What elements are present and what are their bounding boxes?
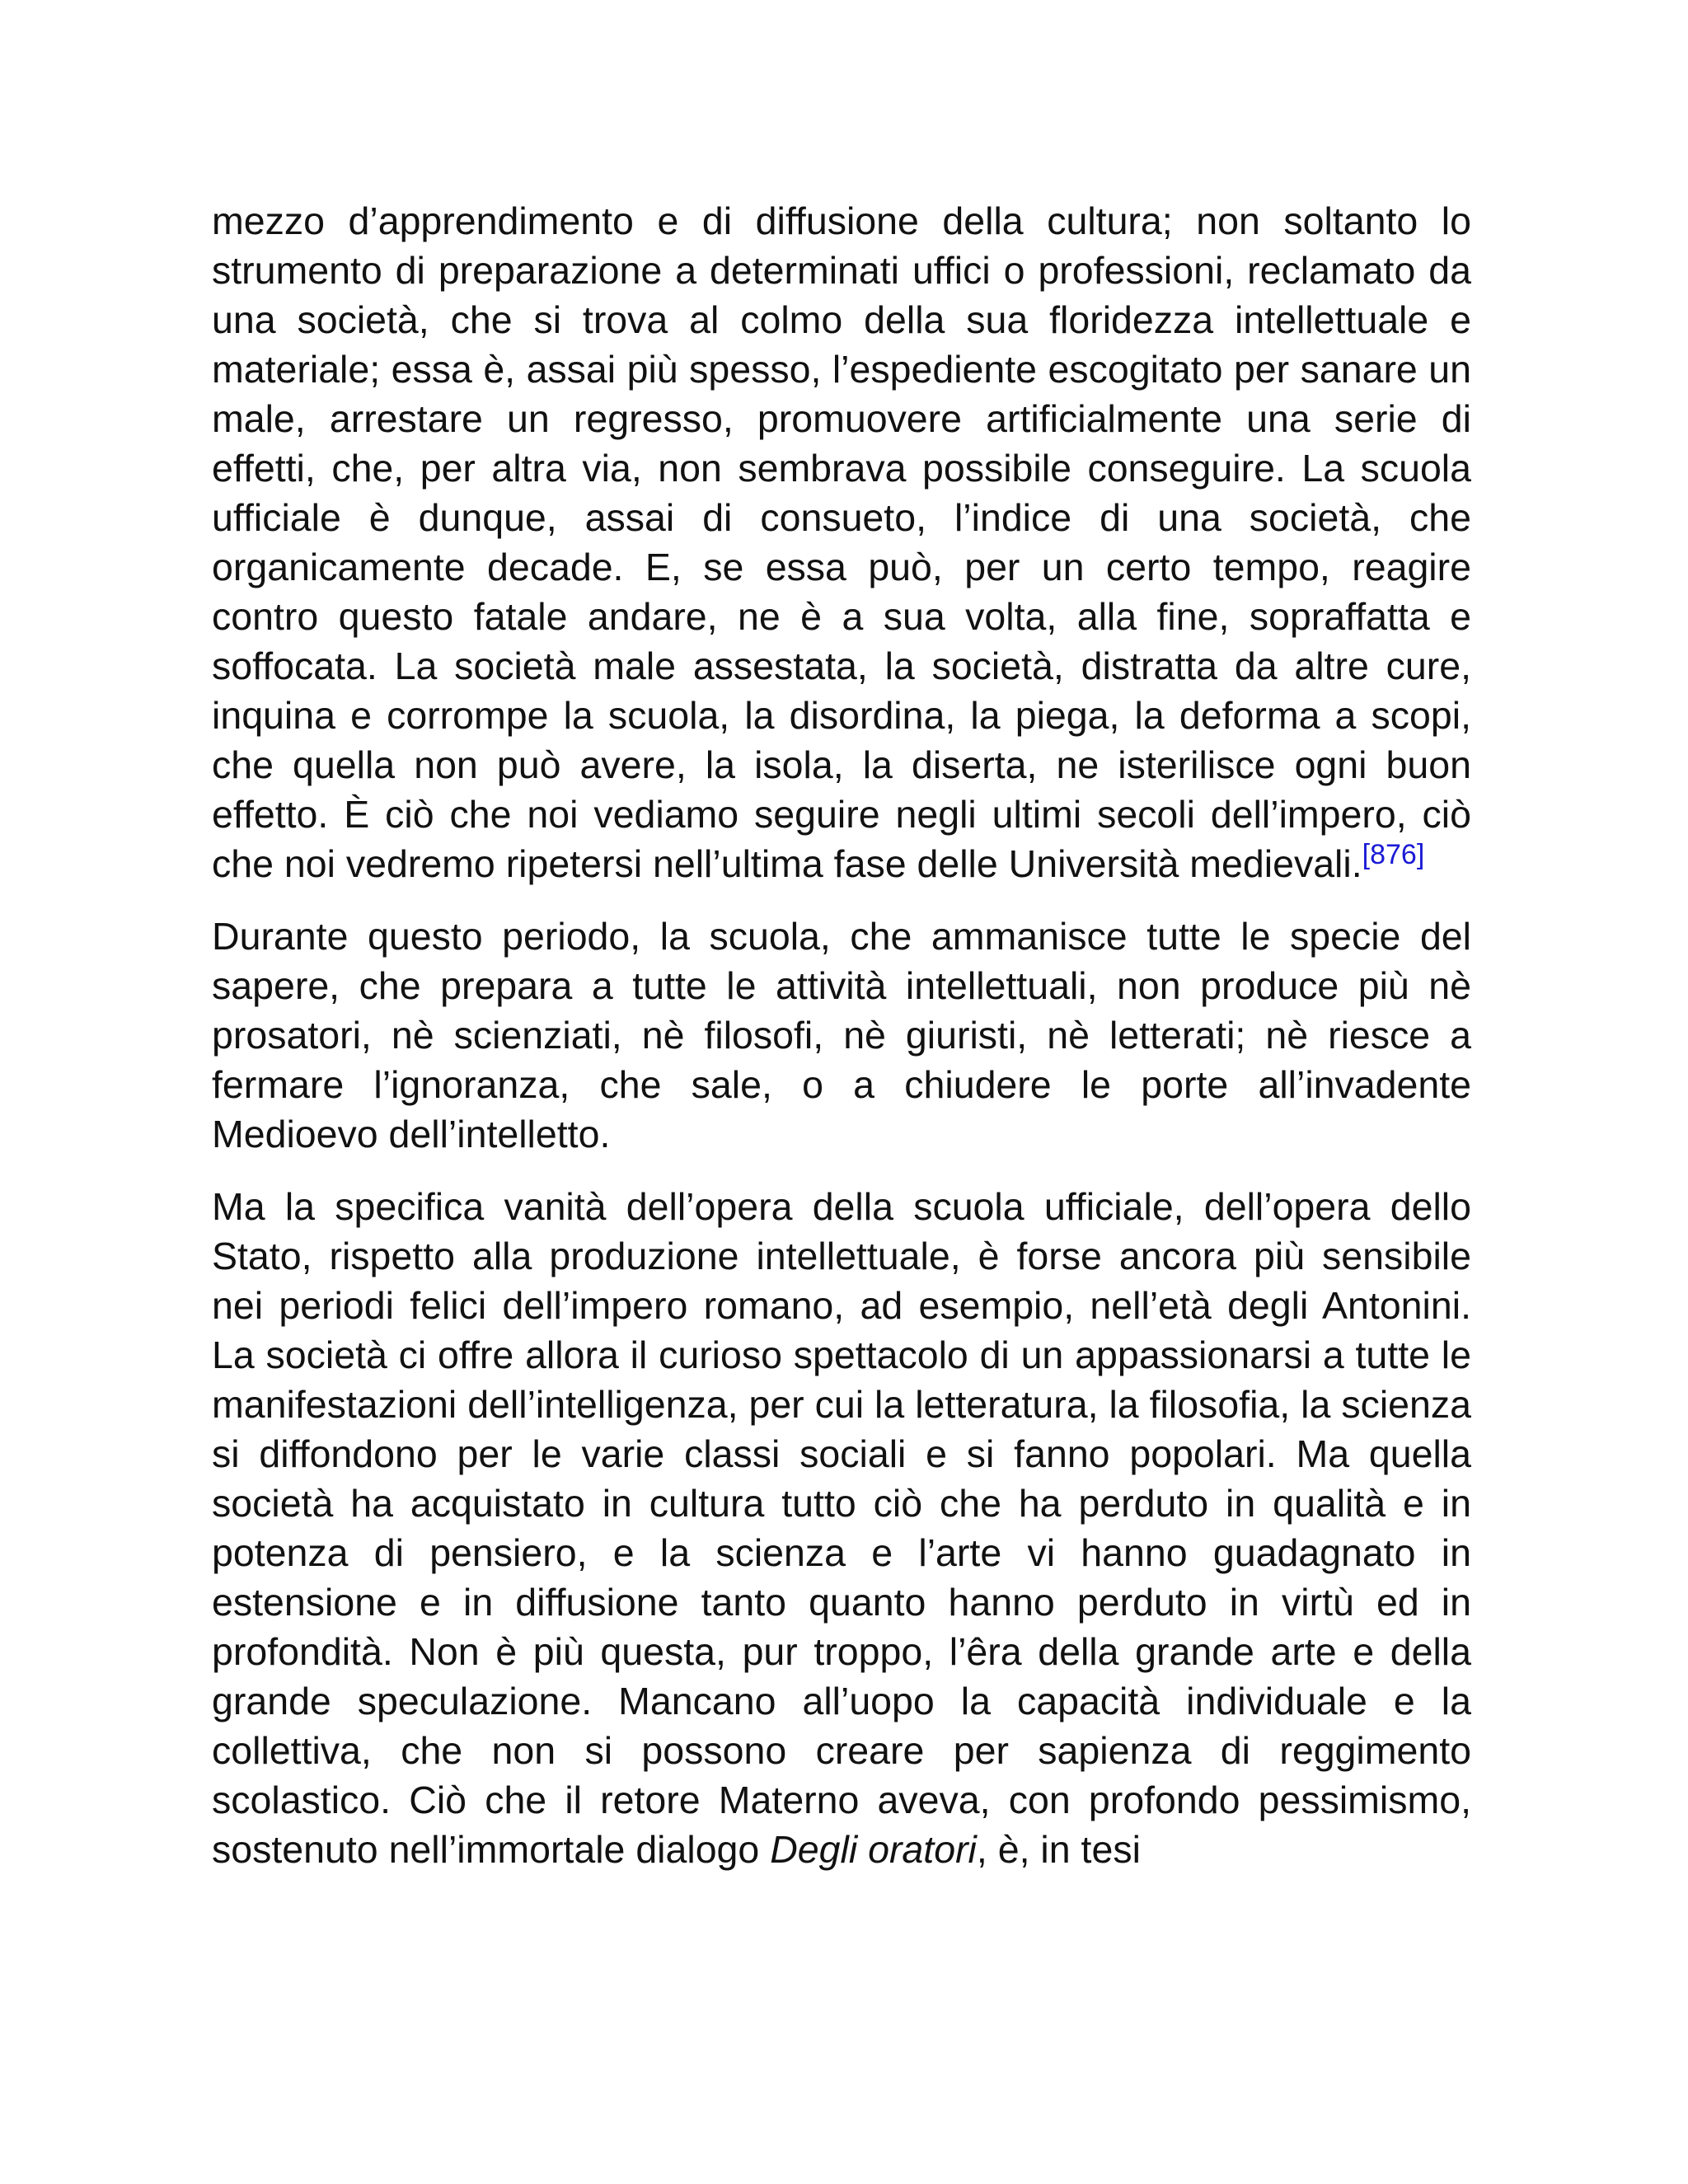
paragraph-3-text-before: Ma la specifica vanità dell’opera della scuola ufficiale, dell’opera dello Stato, rispetto alla produzione intellettuale, è forse ancora più sensibile nei periodi felici dell’impero romano, ad esempio, nell’età degli Antonini. La società ci offre allora il curioso spettacolo di un appassionarsi a tutte le manifestazioni dell’intelligenza, per cui la letteratura, la filosofia, la scienza si diffondono per le varie classi sociali e si fanno popolari. Ma quella società ha acquistato in cultura tutto ciò che ha perduto in qualità e in potenza di pensiero, e la scienza e l’arte vi hanno guadagnato in estensione e in diffusione tanto quanto hanno perduto in virtù ed in profondità. Non è più questa, pur troppo, l’êra della grande arte e della grande speculazione. Mancano all’uopo la capacità individuale e la collettiva, che non si possono creare per sapienza di reggimento scolastico. Ciò che il retore Materno aveva, con profondo pessimismo, sostenuto nell’immortale dialogo [212, 1185, 1471, 1871]
paragraph-3 [212, 1182, 1471, 1874]
book-title-italic: Degli oratori [770, 1828, 977, 1871]
paragraph-1 [212, 196, 1471, 888]
paragraph-2-text: Durante questo periodo, la scuola, che ammanisce tutte le specie del sapere, che prepara a tutte le attività intellettuali, non produce più nè prosatori, nè scienziati, nè filosofi, nè giuristi, nè letterati; nè riesce a fermare l’ignoranza, che sale, o a chiudere le porte all’invadente Medioevo dell’intelletto. [212, 915, 1471, 1155]
footnote-link[interactable]: [876] [1362, 839, 1425, 870]
document-page [212, 196, 1471, 1897]
paragraph-3-text-after: , è, in tesi [976, 1828, 1141, 1871]
paragraph-2 [212, 912, 1471, 1159]
paragraph-1-text: mezzo d’apprendimento e di diffusione della cultura; non soltanto lo strumento di preparazione a determinati uffici o professioni, reclamato da una società, che si trova al colmo della sua floridezza intellettuale e materiale; essa è, assai più spesso, l’espediente escogitato per sanare un male, arrestare un regresso, promuovere artificialmente una serie di effetti, che, per altra via, non sembrava possibile conseguire. La scuola ufficiale è dunque, assai di consueto, l’indice di una società, che organicamente decade. E, se essa può, per un certo tempo, reagire contro questo fatale andare, ne è a sua volta, alla fine, sopraffatta e soffocata. La società male assestata, la società, distratta da altre cure, inquina e corrompe la scuola, la disordina, la piega, la deforma a scopi, che quella non può avere, la isola, la diserta, ne isterilisce ogni buon effetto. È ciò che noi vediamo seguire negli ultimi secoli dell’impero, ciò che noi vedremo ripetersi nell’ultima fase delle Università medievali. [212, 199, 1471, 885]
